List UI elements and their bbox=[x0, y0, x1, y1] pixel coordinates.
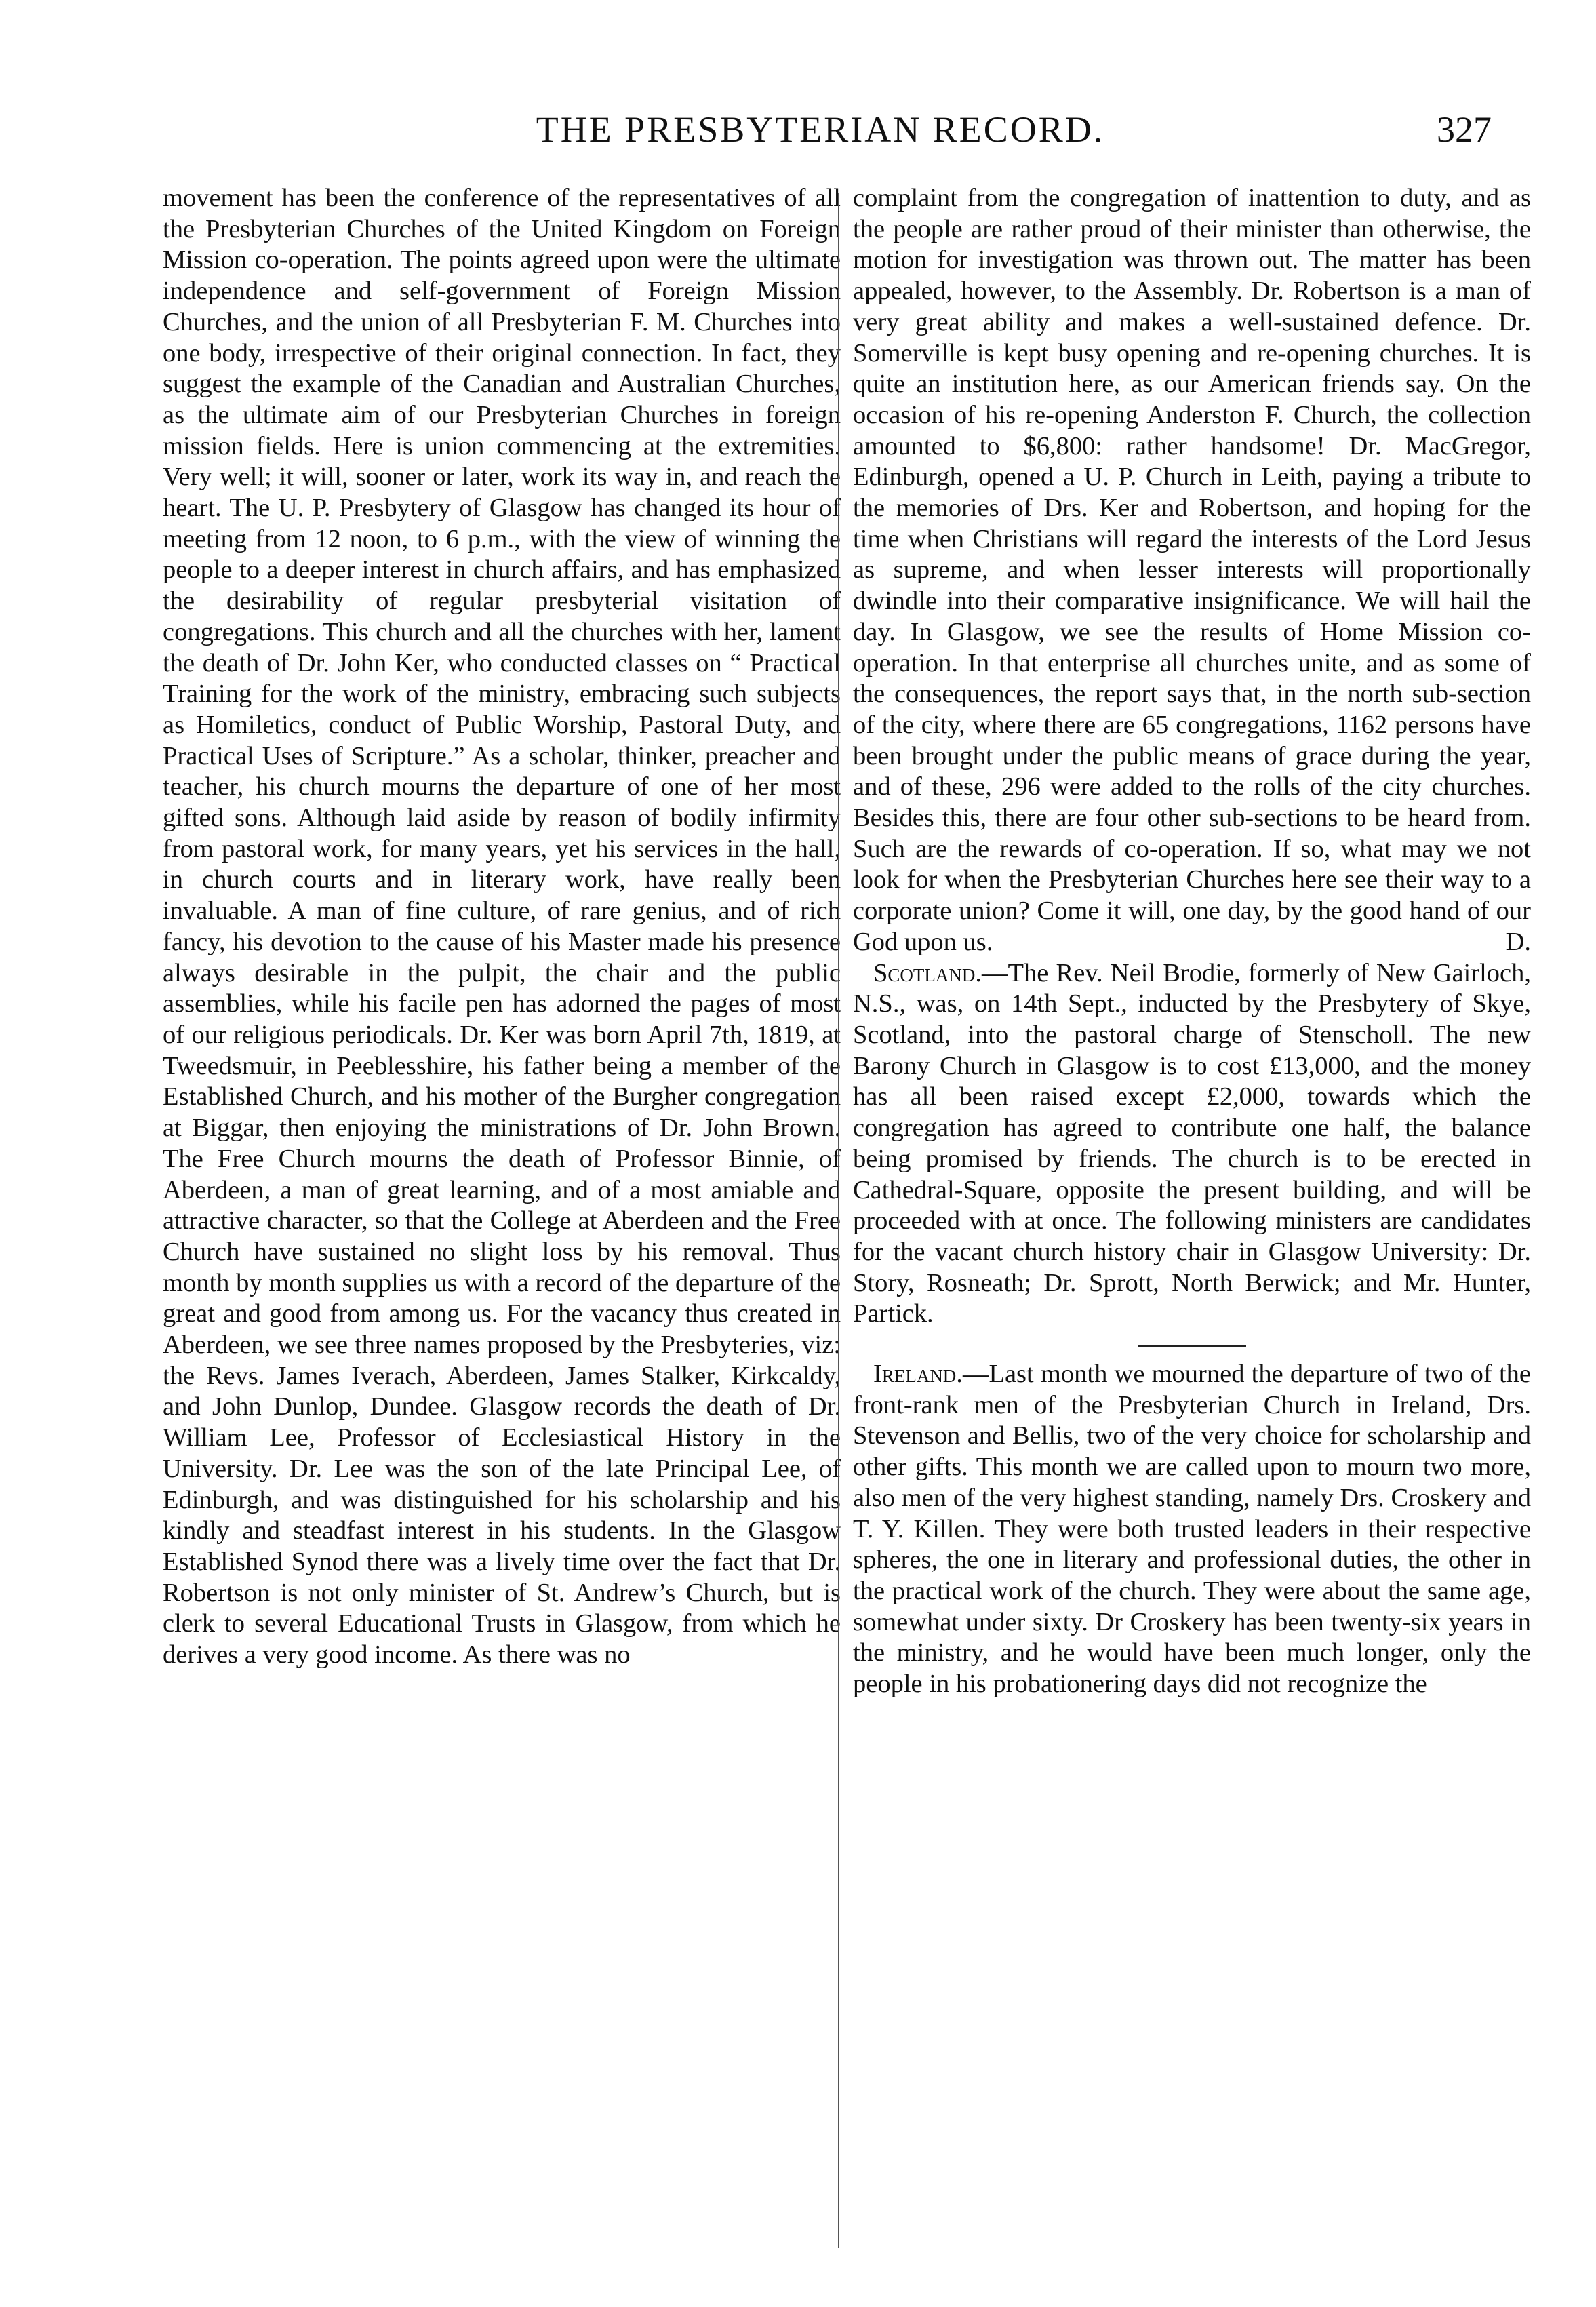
running-title: THE PRESBYTERIAN RECORD. bbox=[536, 109, 1105, 150]
page-number: 327 bbox=[1437, 109, 1492, 150]
ireland-heading: Ireland. bbox=[873, 1360, 963, 1389]
section-rule bbox=[1138, 1345, 1246, 1347]
left-paragraph: movement has been the conference of the representatives of all the Presbyterian Churches of the United Kingdom on Foreign Mission co-operation. The points agreed upon were the ultimate independence and self-government of Foreign Mission Churches, and the union of all Presbyterian F. M. Churches into one body, irrespective of their original connection. In fact, they suggest the example of the Canadian and Australian Churches, as the ultimate aim of our Presbyterian Churches in foreign mission fields. Here is union commencing at the extremities. Very well; it will, sooner or later, work its way in, and reach the heart. The U. P. Presbytery of Glasgow has changed its hour of meeting from 12 noon, to 6 p.m., with the view of winning the people to a deeper interest in church affairs, and has emphasized the desirability of regular presbyterial visitation of congregations. This church and all the churches with her, lament the death of Dr. John Ker, who conducted classes on “ Practical Training for the work of the ministry, embracing such subjects as Homiletics, conduct of Public Worship, Pastoral Duty, and Practical Uses of Scripture.” As a scholar, thinker, preacher and teacher, his church mourns the departure of one of her most gifted sons. Although laid aside by reason of bodily infirmity from pastoral work, for many years, yet his services in the hall, in church courts and in literary work, have really been invaluable. A man of fine culture, of rare genius, and of rich fancy, his devotion to the cause of his Master made his presence always desirable in the pulpit, the chair and the public assemblies, while his facile pen has adorned the pages of most of our religious periodicals. Dr. Ker was born April 7th, 1819, at Tweedsmuir, in Peeblesshire, his father being a member of the Established Church, and his mother of the Burgher congregation at Biggar, then enjoying the ministrations of Dr. John Brown. The Free Church mourns the death of Professor Binnie, of Aberdeen, a man of great learning, and of a most amiable and attractive character, so that the College at Aberdeen and the Free Church have sustained no slight loss by his removal. Thus month by month supplies us with a record of the departure of the great and good from among us. For the vacancy thus created in Aberdeen, we see three names proposed by the Presbyteries, viz: the Revs. James Iverach, Aberdeen, James Stalker, Kirkcaldy, and John Dunlop, Dundee. Glasgow records the death of Dr. William Lee, Professor of Ecclesiastical History in the University. Dr. Lee was the son of the late Principal Lee, of Edinburgh, and was distinguished for his scholarship and his kindly and steadfast interest in his students. In the Glasgow Established Synod there was a lively time over the fact that Dr. Robertson is not only minister of St. Andrew’s Church, but is clerk to several Educational Trusts in Glasgow, from which he derives a very good income. As there was no bbox=[163, 184, 841, 1670]
scotland-section bbox=[853, 958, 1531, 1330]
scotland-text: —The Rev. Neil Brodie, formerly of New Gairloch, N.S., was, on 14th Sept., inducted by the Presbytery of Skye, Scotland, into the pastoral charge of Stenscholl. The new Barony Church in Glasgow is to cost £13,000, and the money has all been raised except £2,000, towards which the congregation has agreed to contribute one half, the balance being promised by friends. The church is to be erected in Cathedral-Square, opposite the present building, and will be proceeded with at once. The following ministers are candidates for the vacant church history chair in Glasgow University: Dr. Story, Rosneath; Dr. Sprott, North Berwick; and Mr. Hunter, Partick. bbox=[853, 958, 1531, 1328]
page-header bbox=[149, 102, 1492, 163]
column-divider bbox=[838, 193, 839, 2248]
left-column bbox=[163, 183, 841, 1671]
right-paragraph bbox=[853, 183, 1531, 958]
right-column bbox=[853, 183, 1531, 1700]
ireland-section bbox=[853, 1359, 1531, 1700]
right-paragraph-text: complaint from the congregation of inattention to duty, and as the people are rather proud of their minister than otherwise, the motion for investigation was thrown out. The matter has been appealed, however, to the Assembly. Dr. Robertson is a man of very great ability and makes a well-sustained defence. Dr. Somerville is kept busy opening and re-opening churches. It is quite an institution here, as our American friends say. On the occasion of his re-opening Anderston F. Church, the collection amounted to $6,800: rather handsome! Dr. MacGregor, Edinburgh, opened a U. P. Church in Leith, paying a tribute to the memories of Drs. Ker and Robertson, and hoping for the time when Christians will regard the interests of the Lord Jesus as supreme, and when lesser interests will proportionally dwindle into their comparative insignificance. We will hail the day. In Glasgow, we see the results of Home Mission co-operation. In that enterprise all churches unite, and as some of the consequences, the report says that, in the north sub-section of the city, where there are 65 congregations, 1162 persons have been brought under the public means of grace during the year, and of these, 296 were added to the rolls of the city churches. Besides this, there are four other sub-sections to be heard from. Such are the rewards of co-operation. If so, what may we not look for when the Presbyterian Churches here see their way to a corporate union? Come it will, one day, by the good hand of our God upon us. bbox=[853, 184, 1531, 956]
ireland-text: —Last month we mourned the departure of two of the front-rank men of the Presbyterian Church in Ireland, Drs. Stevenson and Bellis, two of the very choice for scholarship and other gifts. This month we are called upon to mourn two more, also men of the very highest standing, namely Drs. Croskery and T. Y. Killen. They were both trusted leaders in their respective spheres, the one in literary and professional duties, the other in the practical work of the church. They were about the same age, somewhat under sixty. Dr Croskery has been twenty-six years in the ministry, and he would have been much longer, only the people in his probationering days did not recognize the bbox=[853, 1360, 1531, 1699]
scotland-heading: Scotland. bbox=[873, 958, 982, 987]
signoff: D. bbox=[1505, 927, 1531, 956]
